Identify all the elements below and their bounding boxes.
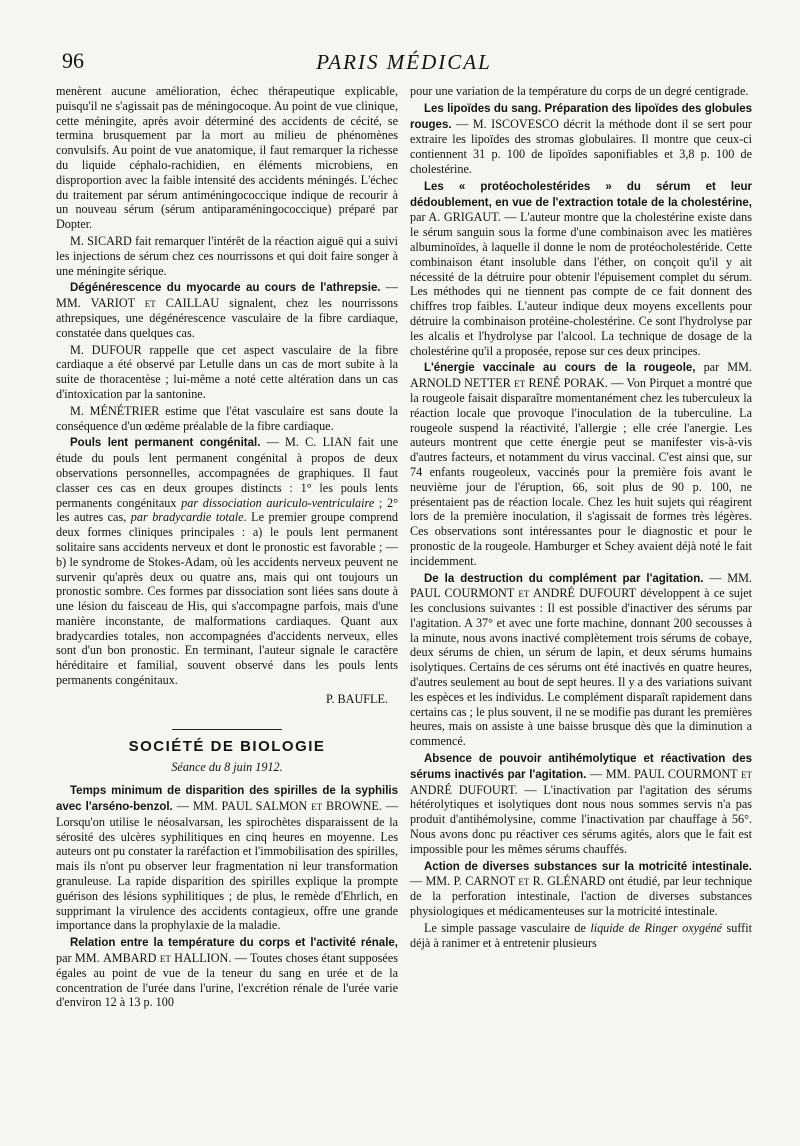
left-column <box>56 84 398 1010</box>
paragraph-text: par A. <box>410 210 444 225</box>
paragraph-text: — M. C. <box>260 435 323 450</box>
paragraph-text: fait remarquer l'intérêt de la réaction aiguë qui a suivi les injections de sérum chez ces nourrissons et qui doit faire songer à une méningite sérique. <box>56 233 398 278</box>
article-heading: De la destruction du complément par l'agitation. <box>424 572 704 585</box>
paragraph-text: — MM. <box>703 570 752 585</box>
journal-title: PARIS MÉDICAL <box>316 50 492 74</box>
article-heading: Pouls lent permanent congénital. <box>70 437 261 450</box>
article-entry <box>410 101 752 177</box>
author-names: PAUL SALMON et BROWNE. <box>221 799 382 814</box>
paragraph-text: — Von Pirquet a montré que la rougeole faisait disparaître momentanément chez les tuberculeux la réaction locale que provoque l'inoculation de la tuberculine. La rougeole suspend la réactivité, l'allergie ; elle crée l'anergie. Les auteurs montrent que cette énergie peut se manifester vis-à-vis d'autres facteurs, et notamment du virus vaccinal. C'est ainsi que, sur 74 enfants rougeoleux, vaccinés pour la première fois avant le neuvième jour de l'éruption, 66, soit plus de 90 p. 100, ne présentaient pas de réaction locale. Chez les huit sujets qui réagirent lors de la première inoculation, il s'agissait de formes très légères. Ces observations sont intéressantes pour le diagnostic et pour le pronostic de la rougeole. Hamburger et Schey avaient déjà noté le fait incidemment. <box>410 376 752 568</box>
paragraph-text: Le simple passage vasculaire de <box>424 920 591 935</box>
article-entry <box>56 280 398 340</box>
paragraph-text: par MM. <box>56 951 103 966</box>
paragraph-text: . Le premier groupe comprend deux formes cliniques principales : a) le pouls lent permanent solitaire sans accidents nerveux et dont le pronostic est favorable ; — b) le syndrome de Stokes-Adam, où les accidents nerveux peuvent ne survenir qu'après deux ou quatre ans, mais qui ont toujours un pronostic sombre. Ces formes par dissociation sont liées sans doute à une lésion du faisceau de His, qui s'accompagne parfois, mais d'une manière inconstante, de malformations cardiaques. Quant aux bradycardies totales, non accompagnées d'accidents nerveux, elles sont d'un bon pronostic. En terminant, l'auteur signale le caractère héréditaire et familial, souvent observé dans les pouls lents permanents congénitaux. <box>56 510 399 688</box>
author-names: ARNOLD NETTER et RENÉ PORAK. <box>410 376 608 391</box>
session-label: Séance du <box>171 760 225 775</box>
article-heading: Les lipoïdes du sang. Préparation des lipoïdes des globules rouges. <box>410 102 752 131</box>
paragraph-text: par MM. <box>695 360 752 375</box>
article-entry <box>56 435 398 688</box>
two-column-body <box>56 84 752 1010</box>
paragraph-text: — L'inactivation par l'agitation des sérums hétérolytiques et isolytiques dont nous nous sommes servis n'a pas produit d'antihémolysine, comme l'inactivation par chauffage à 56°. Nous avons donc pu réactiver ces sérums agités, alors que le fait est impossible pour les mêmes sérums chauffés. <box>410 782 752 856</box>
paragraph <box>56 404 398 434</box>
article-heading: Action de diverses substances sur la motricité intestinale. <box>424 860 752 873</box>
page-number: 96 <box>62 48 84 73</box>
paragraph-text: — MM. <box>56 280 398 311</box>
page-header <box>56 50 752 84</box>
article-entry <box>410 571 752 750</box>
author-names: VARIOT et CAILLAU <box>90 296 220 311</box>
section-title: SOCIÉTÉ DE BIOLOGIE <box>128 737 326 755</box>
author-names: PAUL COURMONT et ANDRÉ DUFOURT. <box>410 766 752 797</box>
author-name: LIAN <box>322 435 352 450</box>
article-entry <box>410 179 752 359</box>
section-divider <box>172 729 282 730</box>
article-entry <box>410 360 752 568</box>
author-name: M. MÉNÉTRIER <box>70 403 160 418</box>
session-date <box>56 760 398 775</box>
italic-term: par dissociation auriculo-ventriculaire <box>181 495 375 510</box>
paragraph-text: estime que l'état vasculaire est sans doute la conséquence d'un œdème préalable de la fibre cardiaque. <box>56 403 398 433</box>
paragraph-text: ont étudié, par leur technique de la perforation intestinale, l'action de diverses substances physiologiques et médicamenteuses sur la motricité intestinale. <box>410 874 752 919</box>
paragraph-text: développent à ce sujet les conclusions suivantes : Il est possible d'inactiver des sérums par l'agitation. A 37° et avec une forte machine, donnant 200 secousses à la minute, nous avons inactivé complètement trois sérums de cobaye, deux sérums de chien, un sérum de lapin, et deux sérums humains isolytiques. Certains de ces sérums ont été inactivés en quatre heures, d'autres seulement au bout de sept heures. Il y a des variations suivant les espèces et les individus. Le complément disparaît rapidement dans certains cas ; le plus souvent, il ne se modifie pas durant les premières heures, mais on assiste à une baisse brusque dès que la diminution a commencé. <box>410 586 752 749</box>
paragraph-text: ; 2° les autres cas, <box>56 495 398 525</box>
paragraph <box>410 921 752 951</box>
paragraph-text: — Toutes choses étant supposées égales au point de vue de la teneur du sang en urée et de la concentration de l'urée dans l'urine, l'excrétion rénale de l'urée varie d'environ 12 à 13 p. 100 <box>56 951 398 1010</box>
paragraph-text: signalent, chez les nourrissons athrepsiques, une dégénérescence vasculaire de la fibre cardiaque, constatée dans quelques cas. <box>56 296 398 340</box>
paragraph-text: — MM. <box>410 874 454 889</box>
author-names: AMBARD et HALLION. <box>102 951 232 966</box>
paragraph-text: — MM. <box>172 799 222 814</box>
article-heading: L'énergie vaccinale au cours de la rougeole, <box>424 362 696 375</box>
article-heading: Dégénérescence du myocarde au cours de l'athrepsie. <box>70 282 381 295</box>
paragraph-text: rappelle que cet aspect vasculaire de la fibre cardiaque a été observé par Letulle dans un cas de mort subite à la suite de thoracentèse ; lui-même a noté cette altération dans un cas d'intoxication par la santonine. <box>56 342 399 401</box>
italic-term: liquide de Ringer oxygéné <box>590 920 723 935</box>
right-column <box>410 84 752 1010</box>
author-name: M. DUFOUR <box>70 342 142 357</box>
paragraph: pour une variation de la température du corps de un degré centigrade. <box>410 84 749 98</box>
paragraph-text: — L'auteur montre que la cholestérine existe dans le sérum sanguin sous la forme d'une combinaison avec les matières albuminoïdes, à laquelle il donne le nom de protéocholestéride. Cette combinaison étant insoluble dans l'éther, on conçoit qu'il y ait nécessité de la détruire pour obtenir l'épuisement complet du sérum. Les méthodes qui ne tiennent pas compte de ce fait donnent des chiffres trop faibles. L'auteur indique deux moyens excellents pour détruire la combinaison protéine-cholestérine. Ce sont l'hydrolyse par les alcalis et l'hydrolyse par l'alcool. La technique de dosage de la cholestérine qu'il a proposée, repose sur ces deux principes. <box>410 210 752 358</box>
signature: P. BAUFLE. <box>326 691 388 706</box>
session-date-value: 8 juin 1912. <box>224 760 283 775</box>
author-name: M. SICARD <box>70 233 132 248</box>
italic-term: par bradycardie totale <box>130 510 244 525</box>
paragraph-text: suffit déjà à ranimer et à entretenir plusieurs <box>410 920 752 950</box>
article-entry <box>410 859 752 919</box>
paragraph: menèrent aucune amélioration, échec thérapeutique explicable, puisqu'il ne s'agissait pas de méningocoque. Au point de vue clinique, cette méningite, après avoir déterminé des accidents de cécité, se termina brusquement par la mort au milieu de phénomènes convulsifs. Au point de vue anatomique, il faut remarquer la richesse du liquide céphalo-rachidien, en éléments microbiens, en disproportion avec la faible intensité des accidents méningés. L'échec du traitement par sérum antiméningococcique indique de recourir à un nouveau sérum (sérum antiparaméningococcique) préparé par Dopter. <box>56 84 398 232</box>
article-entry <box>56 783 398 933</box>
paragraph <box>56 343 398 402</box>
paragraph-text: — M. <box>451 116 492 131</box>
article-entry <box>56 935 398 1010</box>
article-heading: Temps minimum de disparition des spirilles de la syphilis avec l'arséno-benzol. <box>56 785 398 814</box>
author-name: GRIGAUT. <box>443 210 501 225</box>
author-names: PAUL COURMONT et ANDRÉ DUFOURT <box>410 586 637 601</box>
article-entry <box>410 751 752 857</box>
paragraph-text: décrit la méthode dont il se sert pour extraire les lipoïdes des stromas globulaires. Il montre que ceux-ci contiennent 31 p. 100 de lipoïdes saponifiables et 3,8 p. 100 de cholestérine. <box>410 116 752 176</box>
paragraph-text: — MM. <box>586 766 635 781</box>
paragraph-text: — Lorsqu'on utilise le néosalvarsan, les spirochètes disparaissent de la sérosité des ulcères syphilitiques en cinq heures en moyenne. Les auteurs ont pu constater la raréfaction et l'immobilisation des spirilles, mais ils n'ont pu observer leur fragmentation ni leur transformation granuleuse. La rapide disparition des spirilles explique la prompte guérison des lésions syphilitiques ; de plus, le remède d'Ehrlich, en supprimant la virulence des accidents contagieux, offre une grande importance dans la prophylaxie de la maladie. <box>56 799 398 933</box>
paragraph-text: fait une étude du pouls lent permanent congénital à propos de deux observations personnelles, accompagnées de graphiques. Il faut classer ces cas en deux groupes distincts : 1° les pouls lents permanents congénitaux <box>56 435 398 510</box>
author-name: ISCOVESCO <box>491 116 559 131</box>
article-heading: Les « protéocholestérides » du sérum et leur dédoublement, en vue de l'extraction totale de la cholestérine, <box>410 180 752 209</box>
article-heading: Relation entre la température du corps et l'activité rénale, <box>70 937 398 950</box>
author-names: P. CARNOT et R. GLÉNARD <box>453 874 606 889</box>
article-heading: Absence de pouvoir antihémolytique et réactivation des sérums inactivés par l'agitation. <box>410 753 752 781</box>
paragraph <box>56 234 398 278</box>
